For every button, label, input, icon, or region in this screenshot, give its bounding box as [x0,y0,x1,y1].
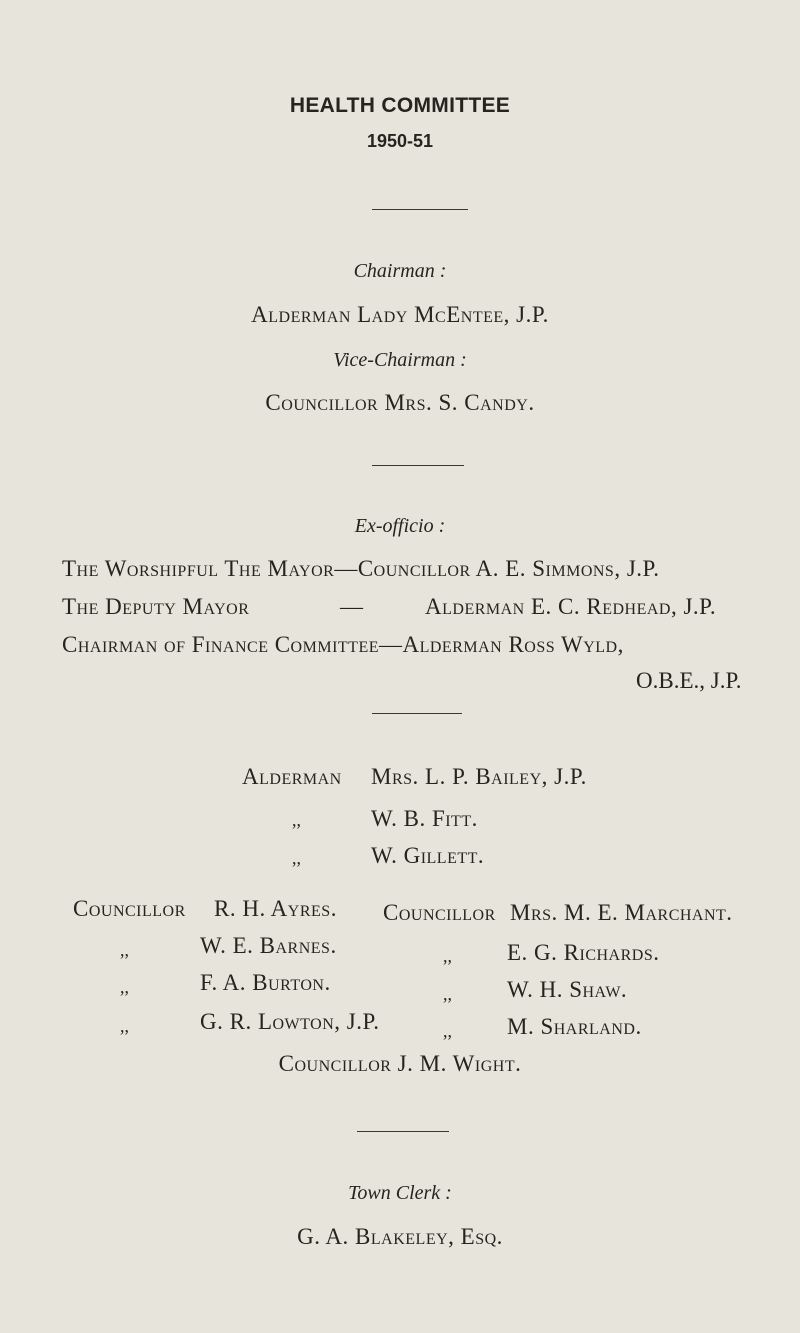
councillor-name: W. E. Barnes. [200,933,337,958]
councillor-name: G. R. Lowton, J.P. [200,1009,380,1034]
town-clerk-name: G. A. Blakeley, Esq. [297,1224,503,1249]
ditto-mark: ,, [443,1021,452,1041]
ditto-mark: ,, [443,946,452,966]
alderman-name: Mrs. L. P. Bailey, J.P. [371,764,587,789]
ex-officio-finance-chairman-honours: O.B.E., J.P. [636,668,742,693]
divider [357,1131,449,1132]
divider [372,465,464,466]
councillor-name: Mrs. M. E. Marchant. [510,900,733,925]
councillor-name: M. Sharland. [507,1014,642,1039]
vice-chairman-label: Vice-Chairman : [333,349,467,371]
aldermen-title: Alderman [242,764,342,789]
ex-officio-deputy-mayor-role: The Deputy Mayor [62,594,250,619]
chairman-label: Chairman : [353,260,447,282]
councillors-title-right: Councillor [383,900,496,925]
councillor-name: E. G. Richards. [507,940,660,965]
ditto-mark: ,, [443,984,452,1004]
ex-officio-mayor: The Worshipful The Mayor—Councillor A. E. Simmons, J.P. [62,556,660,581]
ditto-mark: ,, [120,1016,129,1036]
town-clerk-label: Town Clerk : [348,1182,452,1204]
councillor-name: R. H. Ayres. [214,896,337,921]
divider [372,713,462,714]
ex-officio-deputy-mayor-dash: — [340,594,363,619]
document-title: HEALTH COMMITTEE [289,94,511,117]
alderman-name: W. Gillett. [371,843,485,868]
councillors-title-left: Councillor [73,896,186,921]
councillor-name: F. A. Burton. [200,970,331,995]
councillor-name: W. H. Shaw. [507,977,628,1002]
ex-officio-label: Ex-officio : [354,515,446,537]
chairman-name: Alderman Lady McEntee, J.P. [251,302,549,327]
alderman-name: W. B. Fitt. [371,806,478,831]
ex-officio-finance-chairman: Chairman of Finance Committee—Alderman Ross Wyld, [62,632,624,657]
vice-chairman-name: Councillor Mrs. S. Candy. [265,390,535,415]
councillor-final: Councillor J. M. Wight. [278,1051,522,1076]
ditto-mark: ,, [120,977,129,997]
document-year: 1950-51 [366,131,434,151]
ex-officio-deputy-mayor-name: Alderman E. C. Redhead, J.P. [425,594,717,619]
ditto-mark: ,, [292,810,301,830]
divider [372,209,468,210]
ditto-mark: ,, [292,848,301,868]
ditto-mark: ,, [120,940,129,960]
